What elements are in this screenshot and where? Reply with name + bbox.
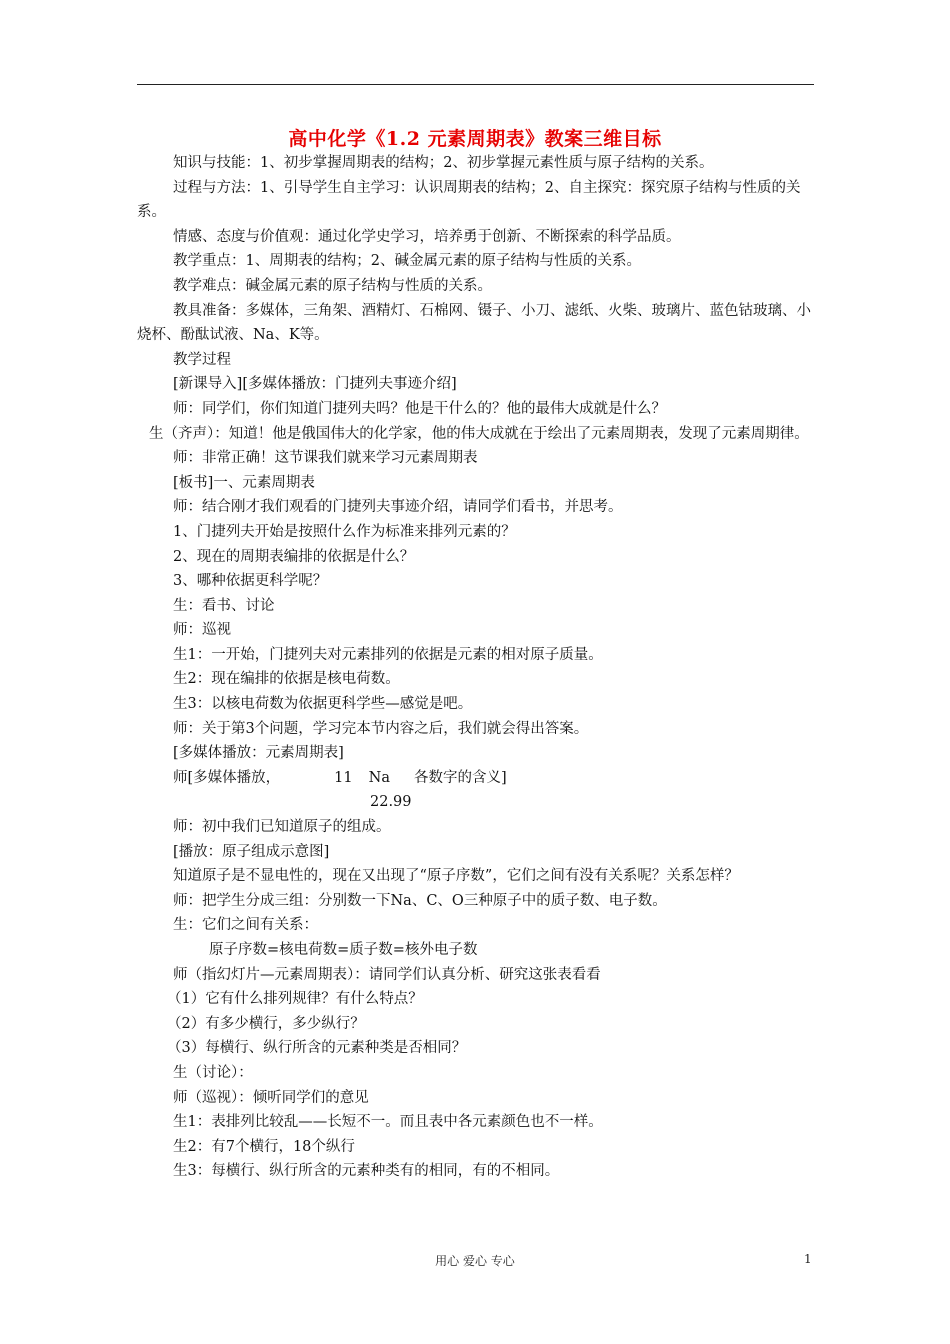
question-3: 3、哪种依据更科学呢？ [173, 573, 328, 590]
student-2-observation: 生2：有7个横行，18个纵行 [173, 1138, 355, 1155]
paragraph-multimedia-table: [多媒体播放：元素周期表] [173, 745, 344, 762]
footer-slogan: 用心 爱心 专心 [435, 1254, 515, 1268]
paragraph-play-diagram: [播放：原子组成示意图] [173, 843, 330, 860]
sodium-line-suffix: 各数字的含义] [413, 769, 507, 786]
question-2: 2、现在的周期表编排的依据是什么？ [173, 548, 415, 565]
question-element-types: （3）每横行、纵行所含的元素种类是否相同？ [167, 1040, 467, 1057]
sodium-atomic-mass: 22.99 [370, 794, 412, 811]
question-rows-columns: （2）有多少横行，多少纵行？ [167, 1015, 365, 1032]
paragraph-teaching-aids: 教具准备：多媒体，三角架、酒精灯、石棉网、镊子、小刀、滤纸、火柴、玻璃片、蓝色钴玻璃、小烧杯、酚酞试液、Na、K等。 [137, 302, 811, 344]
student-3-answer: 生3：以核电荷数为依据更科学些—感觉是吧。 [173, 696, 473, 713]
paragraph-teacher-confirm: 师：非常正确！这节课我们就来学习元素周期表 [173, 450, 478, 467]
sodium-mass-line [137, 790, 814, 815]
page-number: 1 [804, 1252, 812, 1266]
paragraph-group-task: 师：把学生分成三组：分别数一下Na、C、O三种原子中的质子数、电子数。 [173, 892, 667, 909]
sodium-tile-line [137, 766, 814, 791]
student-1-answer: 生1：一开始，门捷列夫对元素排列的依据是元素的相对原子质量。 [173, 646, 603, 663]
paragraph-lesson-intro: [新课导入][多媒体播放：门捷列夫事迹介绍] [173, 376, 457, 393]
paragraph-atomic-number-question: 知道原子是不显电性的，现在又出现了“原子序数”，它们之间有没有关系呢？关系怎样？ [173, 868, 739, 885]
document-body [137, 151, 814, 1184]
paragraph-teacher-instruction: 师：结合刚才我们观看的门捷列夫事迹介绍，请同学们看书，并思考。 [173, 499, 623, 516]
paragraph-teacher-patrol: 师：巡视 [173, 622, 231, 639]
paragraph-key-points: 教学重点：1、周期表的结构；2、碱金属元素的原子结构与性质的关系。 [173, 253, 641, 270]
equation-line: 原子序数=核电荷数=质子数=核外电子数 [209, 942, 478, 958]
sodium-line-prefix: 师[多媒体播放， [173, 769, 281, 786]
paragraph-difficulties: 教学难点：碱金属元素的原子结构与性质的关系。 [173, 277, 492, 294]
paragraph-process-method: 过程与方法：1、引导学生自主学习：认识周期表的结构；2、自主探究：探究原子结构与性质的关系。 [137, 179, 801, 221]
paragraph-knowledge-skills: 知识与技能：1、初步掌握周期表的结构；2、初步掌握元素性质与原子结构的关系。 [173, 155, 714, 171]
paragraph-students-discuss: 生（讨论）： [173, 1064, 253, 1081]
sodium-symbol: Na [368, 769, 390, 786]
paragraph-students-relation: 生：它们之间有关系： [173, 917, 318, 934]
paragraph-teacher-slide: 师（指幻灯片—元素周期表）：请同学们认真分析、研究这张表看看 [173, 966, 601, 983]
paragraph-teacher-note: 师：关于第3个问题，学习完本节内容之后，我们就会得出答案。 [173, 720, 589, 737]
paragraph-teaching-process: 教学过程 [173, 351, 231, 368]
paragraph-teacher-question: 师：同学们，你们知道门捷列夫吗？他是干什么的？他的最伟大成就是什么？ [173, 400, 666, 417]
student-2-answer: 生2：现在编排的依据是核电荷数。 [173, 671, 400, 688]
sodium-atomic-number: 11 [334, 769, 353, 786]
header-rule [137, 84, 814, 85]
paragraph-emotion-values: 情感、态度与价值观：通过化学史学习，培养勇于创新、不断探索的科学品质。 [173, 228, 681, 245]
document-title: 高中化学《1.2 元素周期表》教案三维目标 [288, 128, 662, 150]
student-1-observation: 生1：表排列比较乱——长短不一。而且表中各元素颜色也不一样。 [173, 1114, 603, 1131]
paragraph-atom-composition: 师：初中我们已知道原子的组成。 [173, 819, 391, 836]
paragraph-teacher-listen: 师（巡视）：倾听同学们的意见 [173, 1089, 369, 1106]
paragraph-students-answer: 生（齐声）：知道！他是俄国伟大的化学家，他的伟大成就在于绘出了元素周期表，发现了元素周期律。 [149, 425, 809, 442]
question-1: 1、门捷列夫开始是按照什么作为标准来排列元素的？ [173, 523, 516, 540]
paragraph-students-read: 生：看书、讨论 [173, 597, 275, 614]
student-3-observation: 生3：每横行、纵行所含的元素种类有的相同，有的不相同。 [173, 1163, 560, 1180]
question-arrangement: （1）它有什么排列规律？有什么特点？ [167, 991, 423, 1008]
paragraph-board-heading: [板书]一、元素周期表 [173, 474, 315, 491]
